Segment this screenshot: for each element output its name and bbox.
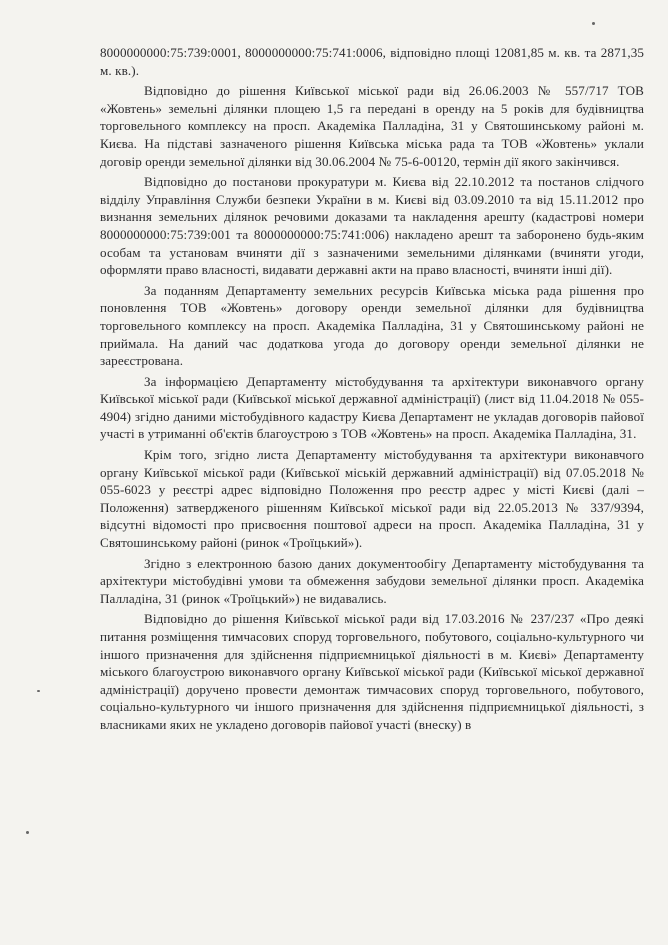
paragraph-temporary-structures: Відповідно до рішення Київської міської ради від 17.03.2016 № 237/237 «Про деякі питання розміщення тимчасових споруд торговельного, побутового, соціально-культурного чи іншого призначення для здійснення підприємницької діяльності в м. Києві» Департаменту міського благоустрою виконавчого органу Київської міської ради (Київської міської державної адміністрації) доручено провести демонтаж тимчасових споруд торговельного, побутового, соціально-культурного чи іншого призначення для здійснення підприємницької діяльності, з власниками яких не укладено договорів пайової участі (внеску) в bbox=[100, 611, 644, 732]
scan-speck bbox=[592, 22, 595, 25]
document-body bbox=[100, 44, 644, 737]
paragraph-building-conditions: Згідно з електронною базою даних документообігу Департаменту містобудування та архітектури містобудівні умови та обмеження забудови земельної ділянки просп. Академіка Палладіна, 31 (ринок «Троїцький») не видавались. bbox=[100, 555, 644, 606]
scan-speck bbox=[26, 831, 29, 834]
paragraph-cadastral-numbers: 8000000000:75:739:0001, 8000000000:75:741:0006, відповідно площі 12081,85 м. кв. та 2871,35 м. кв.). bbox=[100, 45, 644, 78]
paragraph-urban-planning-info: За інформацією Департаменту містобудування та архітектури виконавчого органу Київської міської ради (Київської міської державної адміністрації) (лист від 11.04.2018 № 055-4904) згідно даними містобудівного кадастру Києва Департамент не укладав договорів пайової участі в утриманні об'єктів благоустрою з ТОВ «Жовтень» на просп. Академіка Палладіна, 31. bbox=[100, 373, 644, 442]
paragraph-lease-decision: Відповідно до рішення Київської міської ради від 26.06.2003 № 557/717 ТОВ «Жовтень» земельні ділянки площею 1,5 га передані в оренду на 5 років для будівництва торговельного комплексу на просп. Академіка Палладіна, 31 у Святошинському районі м. Києва. На підставі зазначеного рішення Київська міська рада та ТОВ «Жовтень» уклали договір оренди земельної ділянки від 30.06.2004 № 75-6-00120, термін дії якого закінчився. bbox=[100, 83, 644, 169]
paragraph-address-registry: Крім того, згідно листа Департаменту містобудування та архітектури виконавчого органу Київської міської ради (Київської міській державний адміністрації) від 07.05.2018 № 055-6023 у реєстрі адрес відповідно Положення про реєстр адрес у місті Києві (далі – Положення) затвердженого рішенням Київської міської ради від 22.05.2013 № 337/9394, відсутні відомості про присвоєння поштової адреси на просп. Академіка Палладіна, 31 у Святошинському районі (ринок «Троїцький»). bbox=[100, 447, 644, 551]
paragraph-lease-renewal: За поданням Департаменту земельних ресурсів Київська міська рада рішення про поновлення ТОВ «Жовтень» договору оренди земельної ділянки для будівництва торговельного комплексу на просп. Академіка Палладіна, 31 у Святошинському районі не приймала. На даний час додаткова угода до договору оренди земельної ділянки не зареєстрована. bbox=[100, 282, 644, 369]
scan-speck bbox=[37, 690, 40, 692]
paragraph-arrest: Відповідно до постанови прокуратури м. Києва від 22.10.2012 та постанов слідчого відділу Управління Служби безпеки України в м. Києві від 03.09.2010 та від 15.11.2012 про визнання земельних ділянок речовими доказами та накладення арешту (кадастрові номери 8000000000:75:739:001 та 8000000000:75:741:006) накладено арешт та заборонено будь-яким особам та установам вчиняти дії з зазначеними земельними ділянками (вчиняти угоди, оформляти право власності, видавати державні акти на право власності, вчиняти інші дії). bbox=[100, 174, 644, 278]
